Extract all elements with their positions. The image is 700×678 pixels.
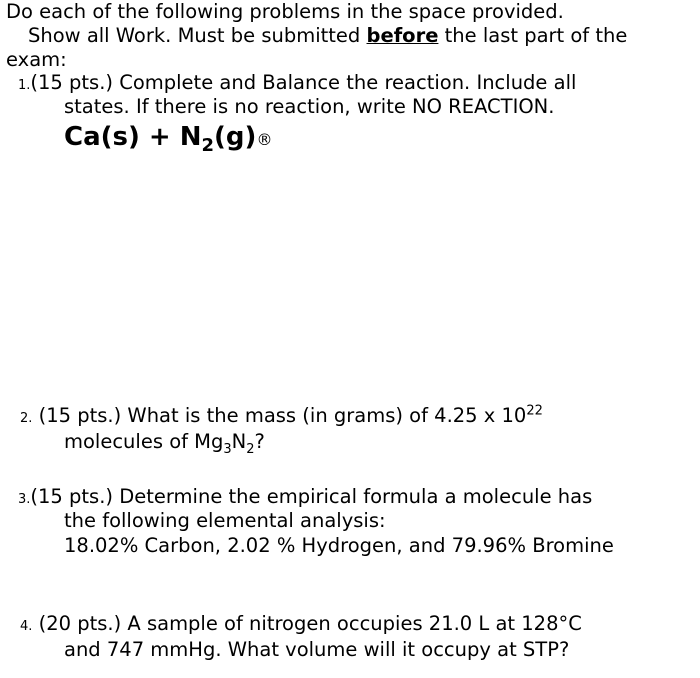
- instructions-line-1: Do each of the following problems in the space provided.: [6, 0, 564, 23]
- question-4-line-1: 4. (20 pts.) A sample of nitrogen occupies 21.0 L at 128°C: [20, 612, 582, 635]
- question-3-line-1: 3.(15 pts.) Determine the empirical formula a molecule has: [18, 485, 593, 508]
- instructions-line-3: exam:: [6, 48, 67, 71]
- instructions-line-2: Show all Work. Must be submitted before the last part of the: [28, 24, 628, 47]
- question-4-line-2: and 747 mmHg. What volume will it occupy at STP?: [64, 638, 570, 661]
- question-3-line-3: 18.02% Carbon, 2.02 % Hydrogen, and 79.96% Bromine: [64, 534, 614, 557]
- question-1-line-1: 1.(15 pts.) Complete and Balance the reaction. Include all: [18, 71, 577, 94]
- emphasis-before: before: [366, 24, 439, 47]
- question-1-line-2: states. If there is no reaction, write NO REACTION.: [64, 95, 555, 118]
- question-3-line-2: the following elemental analysis:: [64, 509, 386, 532]
- question-2-line-1: 2. (15 pts.) What is the mass (in grams) of 4.25 x $10^{22}$: [20, 403, 543, 427]
- question-3-number: 3.: [18, 492, 31, 507]
- reaction-equation: $Ca(s) + N_2(g)®$: [64, 122, 273, 157]
- registered-symbol: ®: [256, 130, 273, 149]
- question-1-number: 1.: [18, 78, 31, 93]
- question-2-line-2: molecules of $Mg_3N_2$?: [64, 430, 265, 457]
- question-4-number: 4.: [20, 619, 33, 634]
- question-2-number: 2.: [20, 411, 33, 426]
